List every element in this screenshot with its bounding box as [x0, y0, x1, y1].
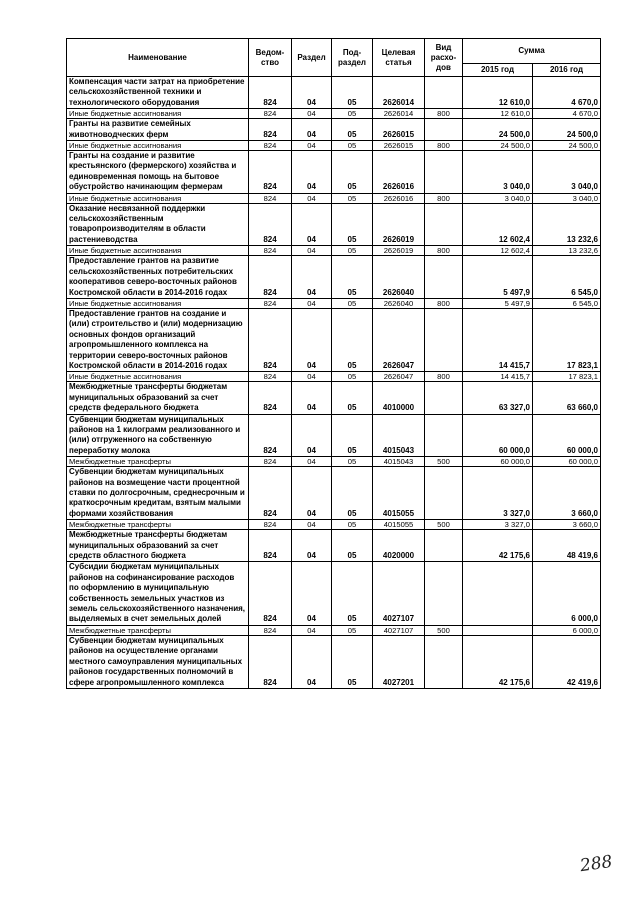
target-cell: 2626019: [373, 246, 425, 256]
vid-cell: [425, 256, 463, 299]
target-cell: 4020000: [373, 530, 425, 562]
target-cell: 2626047: [373, 308, 425, 371]
name-cell: Субвенции бюджетам муниципальных районов на 1 килограмм реализованного и (или) отгруженного на собственную переработку молока: [67, 414, 249, 457]
header-name: Наименование: [67, 39, 249, 77]
vid-cell: 500: [425, 457, 463, 467]
target-cell: 4027107: [373, 562, 425, 625]
header-summa: Сумма: [463, 39, 601, 64]
vid-cell: [425, 414, 463, 457]
podrazdel-cell: 05: [332, 308, 373, 371]
target-cell: 2626047: [373, 372, 425, 382]
podrazdel-cell: 05: [332, 414, 373, 457]
sum-2015-cell: 60 000,0: [463, 457, 533, 467]
sum-2016-cell: 3 040,0: [533, 193, 601, 203]
podrazdel-cell: 05: [332, 372, 373, 382]
sum-2015-cell: 12 610,0: [463, 109, 533, 119]
budget-subitem-row: [67, 193, 601, 203]
sum-2016-cell: 4 670,0: [533, 77, 601, 109]
podrazdel-cell: 05: [332, 246, 373, 256]
vid-cell: [425, 77, 463, 109]
podrazdel-cell: 05: [332, 530, 373, 562]
dept-cell: 824: [249, 635, 292, 688]
budget-item-row: [67, 77, 601, 109]
dept-cell: 824: [249, 77, 292, 109]
sum-2015-cell: 3 327,0: [463, 520, 533, 530]
dept-cell: 824: [249, 256, 292, 299]
budget-item-row: [67, 562, 601, 625]
sum-2016-cell: 60 000,0: [533, 457, 601, 467]
podrazdel-cell: 05: [332, 77, 373, 109]
sum-2015-cell: 42 175,6: [463, 635, 533, 688]
name-cell: Межбюджетные трансферты: [67, 520, 249, 530]
budget-subitem-row: [67, 246, 601, 256]
sum-2015-cell: 12 610,0: [463, 77, 533, 109]
name-cell: Межбюджетные трансферты: [67, 457, 249, 467]
vid-cell: [425, 308, 463, 371]
name-cell: Иные бюджетные ассигнования: [67, 298, 249, 308]
header-razdel: Раздел: [292, 39, 332, 77]
podrazdel-cell: 05: [332, 467, 373, 520]
vid-cell: 800: [425, 372, 463, 382]
target-cell: 4015043: [373, 457, 425, 467]
razdel-cell: 04: [292, 193, 332, 203]
podrazdel-cell: 05: [332, 141, 373, 151]
dept-cell: 824: [249, 119, 292, 141]
sum-2016-cell: 4 670,0: [533, 109, 601, 119]
name-cell: Иные бюджетные ассигнования: [67, 141, 249, 151]
dept-cell: 824: [249, 625, 292, 635]
vid-cell: [425, 467, 463, 520]
name-cell: Иные бюджетные ассигнования: [67, 372, 249, 382]
budget-subitem-row: [67, 141, 601, 151]
dept-cell: 824: [249, 308, 292, 371]
name-cell: Компенсация части затрат на приобретение сельскохозяйственной техники и технологического оборудования: [67, 77, 249, 109]
razdel-cell: 04: [292, 109, 332, 119]
sum-2015-cell: 3 327,0: [463, 467, 533, 520]
budget-rows: [67, 77, 601, 689]
dept-cell: 824: [249, 246, 292, 256]
razdel-cell: 04: [292, 256, 332, 299]
dept-cell: 824: [249, 562, 292, 625]
target-cell: 2626040: [373, 298, 425, 308]
name-cell: Межбюджетные трансферты бюджетам муниципальных образований за счет средств областного бюджета: [67, 530, 249, 562]
razdel-cell: 04: [292, 520, 332, 530]
sum-2015-cell: 3 040,0: [463, 193, 533, 203]
podrazdel-cell: 05: [332, 256, 373, 299]
budget-item-row: [67, 308, 601, 371]
header-2016: 2016 год: [533, 64, 601, 77]
name-cell: Иные бюджетные ассигнования: [67, 109, 249, 119]
razdel-cell: 04: [292, 467, 332, 520]
sum-2016-cell: 17 823,1: [533, 308, 601, 371]
target-cell: 4027107: [373, 625, 425, 635]
sum-2016-cell: 6 000,0: [533, 562, 601, 625]
podrazdel-cell: 05: [332, 298, 373, 308]
sum-2015-cell: 14 415,7: [463, 308, 533, 371]
sum-2016-cell: 13 232,6: [533, 203, 601, 246]
sum-2015-cell: 14 415,7: [463, 372, 533, 382]
budget-subitem-row: [67, 457, 601, 467]
sum-2015-cell: 60 000,0: [463, 414, 533, 457]
podrazdel-cell: 05: [332, 109, 373, 119]
sum-2015-cell: 3 040,0: [463, 151, 533, 194]
razdel-cell: 04: [292, 77, 332, 109]
podrazdel-cell: 05: [332, 520, 373, 530]
budget-item-row: [67, 203, 601, 246]
vid-cell: [425, 382, 463, 414]
name-cell: Гранты на развитие семейных животноводческих ферм: [67, 119, 249, 141]
budget-subitem-row: [67, 520, 601, 530]
vid-cell: 800: [425, 246, 463, 256]
header-2015: 2015 год: [463, 64, 533, 77]
budget-item-row: [67, 467, 601, 520]
dept-cell: 824: [249, 520, 292, 530]
dept-cell: 824: [249, 414, 292, 457]
sum-2016-cell: 6 000,0: [533, 625, 601, 635]
vid-cell: [425, 562, 463, 625]
budget-item-row: [67, 530, 601, 562]
sum-2015-cell: [463, 625, 533, 635]
sum-2016-cell: 24 500,0: [533, 141, 601, 151]
sum-2015-cell: 5 497,9: [463, 256, 533, 299]
header-vedomstvo: Ведом- ство: [249, 39, 292, 77]
vid-cell: 800: [425, 109, 463, 119]
vid-cell: [425, 119, 463, 141]
dept-cell: 824: [249, 530, 292, 562]
razdel-cell: 04: [292, 298, 332, 308]
budget-item-row: [67, 635, 601, 688]
sum-2015-cell: 42 175,6: [463, 530, 533, 562]
budget-item-row: [67, 256, 601, 299]
vid-cell: 800: [425, 193, 463, 203]
budget-subitem-row: [67, 109, 601, 119]
name-cell: Иные бюджетные ассигнования: [67, 246, 249, 256]
budget-table: [66, 38, 601, 689]
sum-2016-cell: 63 660,0: [533, 382, 601, 414]
razdel-cell: 04: [292, 635, 332, 688]
budget-item-row: [67, 119, 601, 141]
budget-subitem-row: [67, 625, 601, 635]
dept-cell: 824: [249, 382, 292, 414]
podrazdel-cell: 05: [332, 151, 373, 194]
razdel-cell: 04: [292, 625, 332, 635]
razdel-cell: 04: [292, 414, 332, 457]
target-cell: 2626014: [373, 109, 425, 119]
sum-2016-cell: 13 232,6: [533, 246, 601, 256]
podrazdel-cell: 05: [332, 457, 373, 467]
vid-cell: 500: [425, 625, 463, 635]
target-cell: 2626016: [373, 193, 425, 203]
razdel-cell: 04: [292, 372, 332, 382]
razdel-cell: 04: [292, 382, 332, 414]
dept-cell: 824: [249, 372, 292, 382]
razdel-cell: 04: [292, 141, 332, 151]
name-cell: Иные бюджетные ассигнования: [67, 193, 249, 203]
sum-2016-cell: 24 500,0: [533, 119, 601, 141]
target-cell: 2626016: [373, 151, 425, 194]
sum-2016-cell: 6 545,0: [533, 298, 601, 308]
vid-cell: [425, 635, 463, 688]
header-vid: Вид расхо- дов: [425, 39, 463, 77]
name-cell: Межбюджетные трансферты: [67, 625, 249, 635]
target-cell: 2626014: [373, 77, 425, 109]
vid-cell: 500: [425, 520, 463, 530]
budget-subitem-row: [67, 298, 601, 308]
sum-2015-cell: 5 497,9: [463, 298, 533, 308]
dept-cell: 824: [249, 193, 292, 203]
name-cell: Субсидии бюджетам муниципальных районов на софинансирование расходов по оформлению в муниципальную собственность земельных участков из земель сельскохозяйственного назначения, выделяемых в счет земельных долей: [67, 562, 249, 625]
sum-2015-cell: 12 602,4: [463, 203, 533, 246]
target-cell: 4015043: [373, 414, 425, 457]
razdel-cell: 04: [292, 308, 332, 371]
budget-item-row: [67, 151, 601, 194]
razdel-cell: 04: [292, 530, 332, 562]
target-cell: 4027201: [373, 635, 425, 688]
dept-cell: 824: [249, 298, 292, 308]
dept-cell: 824: [249, 109, 292, 119]
target-cell: 2626040: [373, 256, 425, 299]
target-cell: 4010000: [373, 382, 425, 414]
budget-sheet: [66, 38, 601, 689]
vid-cell: [425, 530, 463, 562]
name-cell: Гранты на создание и развитие крестьянского (фермерского) хозяйства и единовременная помощь на бытовое обустройство начинающим фермерам: [67, 151, 249, 194]
budget-item-row: [67, 382, 601, 414]
podrazdel-cell: 05: [332, 203, 373, 246]
dept-cell: 824: [249, 203, 292, 246]
header-podrazdel: Под- раздел: [332, 39, 373, 77]
razdel-cell: 04: [292, 203, 332, 246]
sum-2015-cell: [463, 562, 533, 625]
target-cell: 2626015: [373, 119, 425, 141]
name-cell: Субвенции бюджетам муниципальных районов на возмещение части процентной ставки по долгосрочным, среднесрочным и краткосрочным кредитам, взятым малыми формами хозяйствования: [67, 467, 249, 520]
target-cell: 4015055: [373, 467, 425, 520]
vid-cell: 800: [425, 141, 463, 151]
razdel-cell: 04: [292, 562, 332, 625]
sum-2015-cell: 24 500,0: [463, 119, 533, 141]
razdel-cell: 04: [292, 119, 332, 141]
podrazdel-cell: 05: [332, 382, 373, 414]
sum-2016-cell: 48 419,6: [533, 530, 601, 562]
sum-2016-cell: 60 000,0: [533, 414, 601, 457]
sum-2016-cell: 3 660,0: [533, 520, 601, 530]
dept-cell: 824: [249, 457, 292, 467]
dept-cell: 824: [249, 141, 292, 151]
name-cell: Межбюджетные трансферты бюджетам муниципальных образований за счет средств федерального бюджета: [67, 382, 249, 414]
dept-cell: 824: [249, 151, 292, 194]
vid-cell: [425, 203, 463, 246]
target-cell: 4015055: [373, 520, 425, 530]
budget-item-row: [67, 414, 601, 457]
podrazdel-cell: 05: [332, 193, 373, 203]
sum-2016-cell: 3 660,0: [533, 467, 601, 520]
name-cell: Предоставление грантов на развитие сельскохозяйственных потребительских кооперативов северо-восточных районов Костромской области в 2014-2016 годах: [67, 256, 249, 299]
target-cell: 2626019: [373, 203, 425, 246]
razdel-cell: 04: [292, 457, 332, 467]
podrazdel-cell: 05: [332, 635, 373, 688]
podrazdel-cell: 05: [332, 625, 373, 635]
target-cell: 2626015: [373, 141, 425, 151]
razdel-cell: 04: [292, 151, 332, 194]
sum-2016-cell: 3 040,0: [533, 151, 601, 194]
dept-cell: 824: [249, 467, 292, 520]
sum-2015-cell: 63 327,0: [463, 382, 533, 414]
sum-2015-cell: 12 602,4: [463, 246, 533, 256]
budget-subitem-row: [67, 372, 601, 382]
vid-cell: 800: [425, 298, 463, 308]
name-cell: Предоставление грантов на создание и (или) строительство и (или) модернизацию основных фондов организаций агропромышленного комплекса на территории северо-восточных районов Костромской области в 2014-2016 годах: [67, 308, 249, 371]
vid-cell: [425, 151, 463, 194]
header-target: Целевая статья: [373, 39, 425, 77]
razdel-cell: 04: [292, 246, 332, 256]
sum-2015-cell: 24 500,0: [463, 141, 533, 151]
sum-2016-cell: 17 823,1: [533, 372, 601, 382]
podrazdel-cell: 05: [332, 562, 373, 625]
name-cell: Субвенции бюджетам муниципальных районов на осуществление органами местного самоуправления муниципальных районов государственных полномочий в сфере агропромышленного комплекса: [67, 635, 249, 688]
sum-2016-cell: 42 419,6: [533, 635, 601, 688]
page-number: 288: [578, 851, 614, 877]
name-cell: Оказание несвязанной поддержки сельскохозяйственным товаропроизводителям в области растениеводства: [67, 203, 249, 246]
sum-2016-cell: 6 545,0: [533, 256, 601, 299]
podrazdel-cell: 05: [332, 119, 373, 141]
